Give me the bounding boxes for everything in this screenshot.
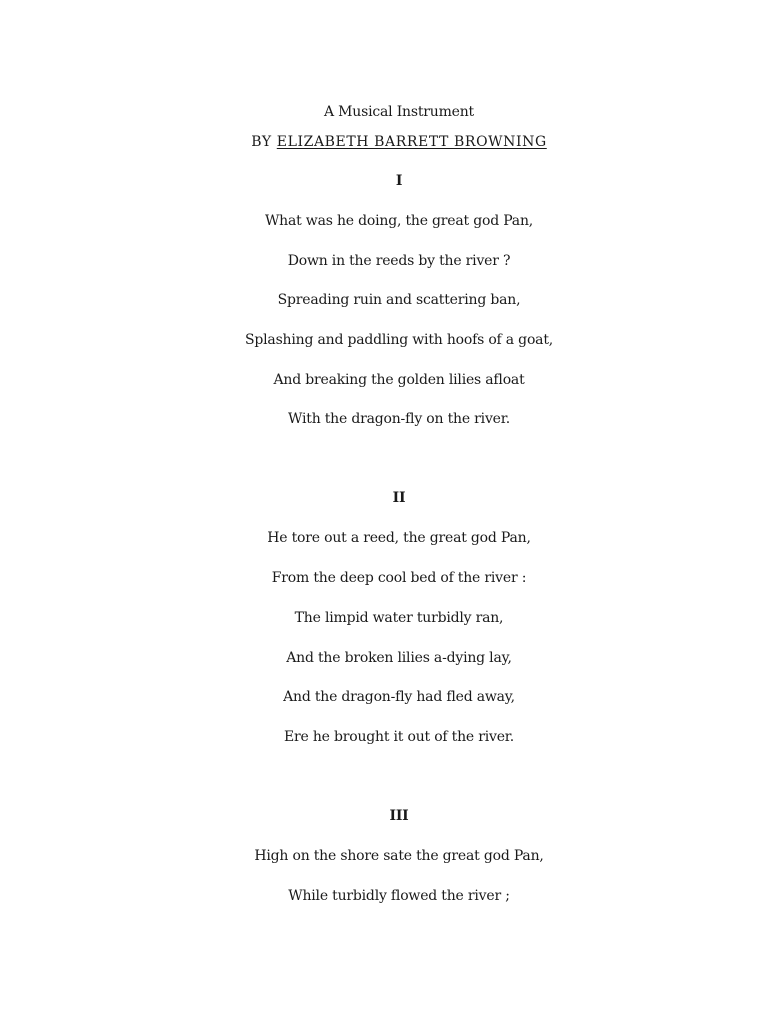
poem-line: The limpid water turbidly ran, (294, 610, 504, 626)
poem-line: He tore out a reed, the great god Pan, (267, 530, 531, 546)
poem-line: High on the shore sate the great god Pan, (254, 848, 544, 864)
poem-line: While turbidly flowed the river ; (288, 888, 510, 904)
byline (0, 132, 768, 152)
poem-line: And the broken lilies a-dying lay, (286, 650, 512, 666)
byline-prefix: BY (251, 134, 277, 150)
poem-line: Down in the reeds by the river ? (287, 253, 511, 269)
poem-line: From the deep cool bed of the river : (271, 570, 527, 586)
author-link[interactable]: ELIZABETH BARRETT BROWNING (276, 134, 547, 150)
poem-line: Splashing and paddling with hoofs of a goat, (245, 332, 553, 348)
poem-line: Ere he brought it out of the river. (283, 729, 515, 745)
poem-line: With the dragon-fly on the river. (288, 411, 510, 427)
poem-line: What was he doing, the great god Pan, (264, 213, 534, 229)
stanza-numeral-1: I (395, 173, 403, 189)
poem-title: A Musical Instrument (324, 104, 474, 120)
stanza-numeral-2: II (392, 490, 406, 506)
poem-line: And breaking the golden lilies afloat (273, 372, 525, 388)
stanza-numeral-3: III (389, 808, 409, 824)
poem-line: And the dragon-fly had fled away, (283, 689, 515, 705)
poem-line: Spreading ruin and scattering ban, (277, 292, 521, 308)
